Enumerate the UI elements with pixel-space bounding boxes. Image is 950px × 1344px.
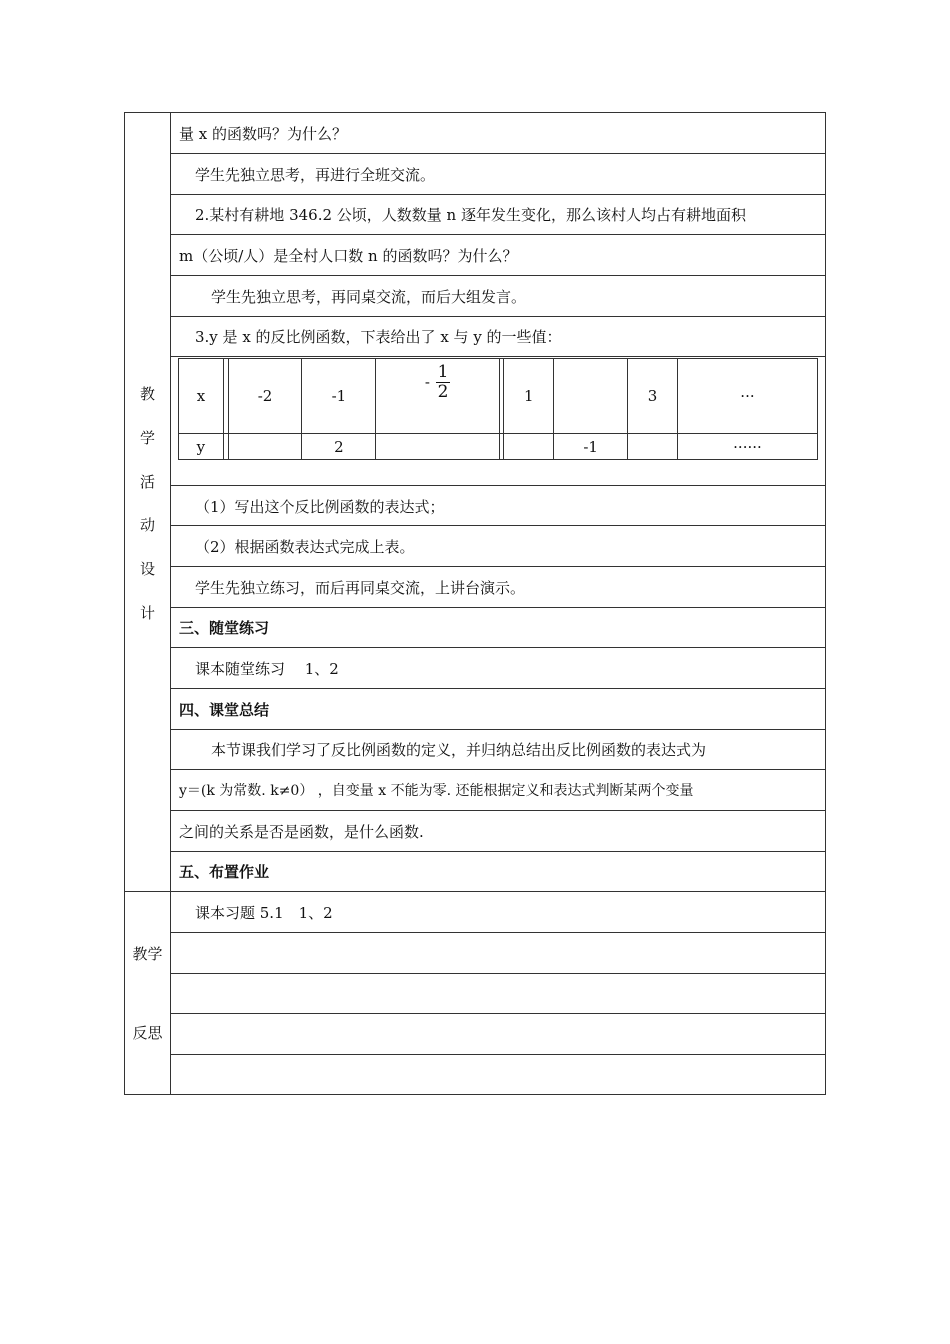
- fraction-body: [436, 363, 450, 401]
- table-cell: 1: [504, 359, 554, 434]
- text-row: 学生先独立练习，而后再同桌交流，上讲台演示。: [195, 578, 526, 597]
- text-row: 量 x 的函数吗？为什么？: [179, 124, 347, 143]
- table-cell: ···: [677, 359, 817, 434]
- table-cell: y: [179, 434, 224, 460]
- side-text: 教学: [132, 945, 163, 963]
- table-row-y: [179, 434, 818, 460]
- text-row: （2）根据函数表达式完成上表。: [195, 537, 415, 556]
- table-row-x: [179, 359, 818, 434]
- side-char: 计: [139, 603, 155, 622]
- side-char: 动: [139, 516, 155, 535]
- table-cell: ······: [677, 434, 817, 460]
- fraction-numerator: 1: [437, 362, 449, 382]
- fraction-sign: -: [424, 373, 430, 392]
- side-char: 设: [139, 560, 155, 579]
- text-row: 学生先独立思考，再同桌交流，而后大组发言。: [211, 287, 527, 306]
- fraction-denominator: 2: [437, 381, 449, 402]
- value-table: [178, 358, 818, 460]
- table-cell: [504, 434, 554, 460]
- table-cell-fraction: [376, 359, 499, 434]
- row-divider: [170, 973, 825, 974]
- table-cell: [228, 434, 302, 460]
- text-row: y＝(k 为常数. k≠0） ，自变量 x 不能为零. 还能根据定义和表达式判断某两个变量: [179, 783, 694, 799]
- table-cell: 2: [302, 434, 376, 460]
- text-row: 课本习题 5.1 1、2: [195, 903, 333, 922]
- table-cell: x: [179, 359, 224, 434]
- text-row: 学生先独立思考，再进行全班交流。: [195, 165, 436, 184]
- row-divider: [170, 1054, 825, 1055]
- section-heading: 三、随堂练习: [179, 618, 270, 637]
- side-char: 教: [139, 385, 155, 403]
- table-cell: -2: [228, 359, 302, 434]
- side-char: 活: [139, 472, 155, 491]
- table-cell: -1: [554, 434, 628, 460]
- text-row: 3.y 是 x 的反比例函数，下表给出了 x 与 y 的一些值：: [195, 327, 562, 346]
- text-row: 2.某村有耕地 346.2 公顷，人数数量 n 逐年发生变化，那么该村人均占有耕地面积: [195, 205, 746, 224]
- row-divider: [170, 356, 825, 357]
- section-heading: 四、课堂总结: [179, 700, 270, 719]
- lesson-plan-table: [124, 112, 826, 1095]
- side-label-design: [125, 383, 170, 623]
- text-row: 本节课我们学习了反比例函数的定义，并归纳总结出反比例函数的表达式为: [211, 740, 707, 759]
- side-label-reflection: [125, 943, 170, 1043]
- table-cell: 3: [628, 359, 678, 434]
- fraction: [425, 363, 450, 401]
- section-heading: 五、布置作业: [179, 862, 270, 881]
- table-cell: [554, 359, 628, 434]
- table-cell: [376, 434, 499, 460]
- side-text: 反思: [132, 1024, 163, 1042]
- table-cell: [628, 434, 678, 460]
- row-divider: [170, 1013, 825, 1014]
- table-cell: -1: [302, 359, 376, 434]
- text-row: m（公顷/人）是全村人口数 n 的函数吗？为什么？: [179, 246, 518, 265]
- row-divider: [170, 932, 825, 933]
- side-char: 学: [139, 428, 155, 447]
- text-row: （1）写出这个反比例函数的表达式；: [195, 497, 445, 516]
- text-row: 课本随堂练习 1、2: [195, 659, 339, 678]
- text-row: 之间的关系是否是函数，是什么函数.: [179, 822, 424, 841]
